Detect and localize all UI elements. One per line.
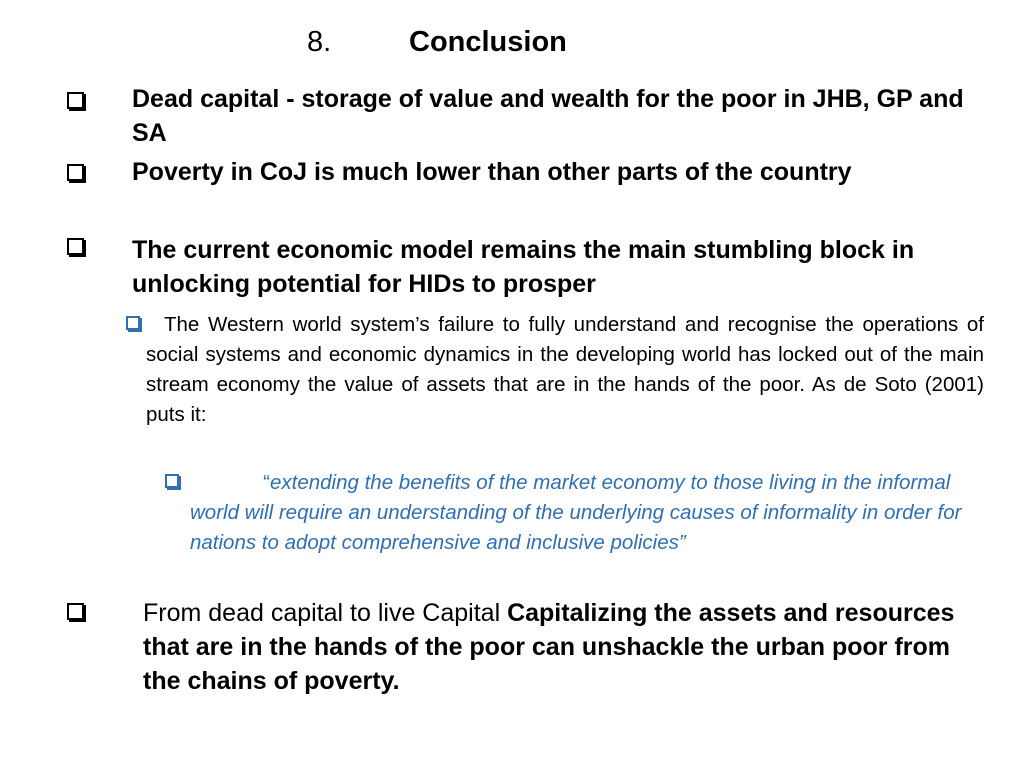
checkbox-bullet-icon — [126, 316, 140, 330]
last-bullet-plain: From dead capital to live Capital — [143, 599, 508, 627]
bullet-economic-model: The current economic model remains the main stumbling block in unlocking potential for HIDs to prosper — [132, 236, 915, 298]
checkbox-bullet-icon — [67, 603, 84, 620]
title-text: Conclusion — [409, 26, 567, 58]
bullet-dead-capital: Dead capital - storage of value and wealth for the poor in JHB, GP and SA — [132, 85, 964, 147]
checkbox-bullet-icon — [67, 238, 84, 255]
bullet-dead-to-live-capital — [143, 596, 983, 698]
title-number: 8. — [307, 26, 332, 58]
quote-open-mark: “ — [263, 471, 270, 494]
checkbox-bullet-icon — [67, 92, 84, 109]
quote-text: extending the benefits of the market economy to those living in the informal world will require an understanding of the underlying causes of informality in order for nations to adopt comprehensive and inclusive policies” — [190, 471, 962, 554]
bullet-poverty-coj: Poverty in CoJ is much lower than other parts of the country — [132, 158, 852, 186]
quote-de-soto — [190, 468, 980, 558]
last-bullet-bold: Capitalizing the assets and resources that are in the hands of the poor can unshackle the urban poor from the chains of poverty. — [143, 599, 955, 695]
sub-bullet-western-world — [146, 310, 984, 430]
checkbox-bullet-icon — [67, 164, 84, 181]
checkbox-bullet-icon — [165, 474, 179, 488]
slide-title — [307, 24, 567, 60]
sub-bullet-text: The Western world system’s failure to fully understand and recognise the operations of social systems and economic dynamics in the developing world has locked out of the main stream economy the value of assets that are in the hands of the poor. As de Soto (2001) puts it: — [146, 313, 984, 426]
